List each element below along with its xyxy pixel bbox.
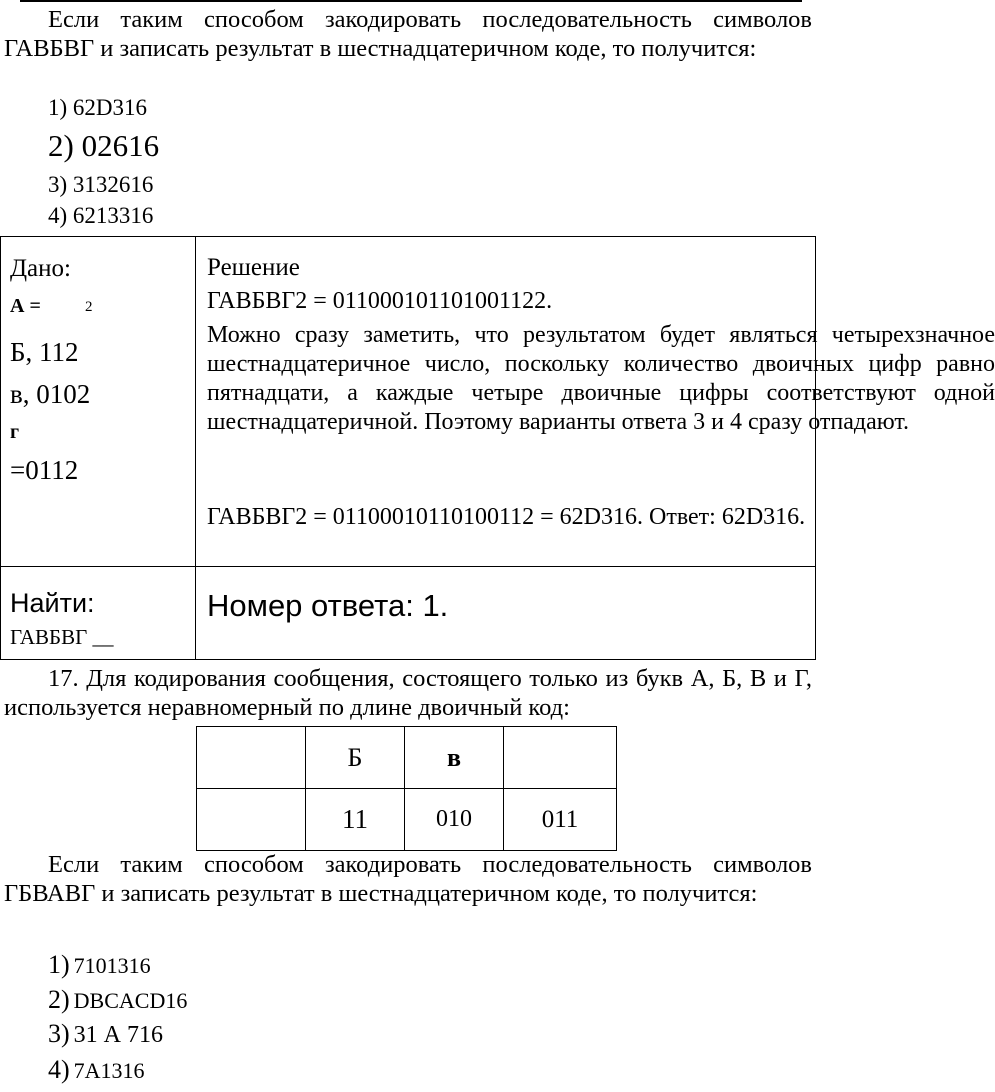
given-b: Б, 112 (10, 337, 79, 367)
given-g-code: =0112 (10, 455, 79, 485)
given-cell (1, 237, 196, 567)
problem17-option-1 (48, 950, 151, 980)
problem1-text (4, 5, 812, 63)
code-table-code-row (197, 789, 617, 851)
solution-line1: ГАВБВГ2 = 011000101101001122. (207, 288, 553, 314)
answer-text: Номер ответа: 1. (207, 588, 449, 623)
given-g: г (10, 421, 20, 443)
option-3-value: 31 А 716 (73, 1022, 164, 1048)
code-header-g (504, 727, 617, 789)
problem17-option-4 (48, 1055, 145, 1085)
problem17-option-2 (48, 985, 187, 1015)
problem17-text2 (4, 850, 812, 908)
problem1-option-4: 4) 6213316 (48, 203, 154, 228)
find-row (1, 567, 816, 660)
code-header-v: в (405, 727, 504, 789)
option-4-num: 4) (48, 1055, 70, 1084)
given-a-sub: 2 (85, 299, 93, 315)
problem17-text (4, 664, 812, 722)
code-header-a (197, 727, 306, 789)
given-label: Дано: (10, 255, 71, 282)
answer-cell (196, 567, 816, 660)
code-v: 010 (405, 789, 504, 851)
code-table-header-row (197, 727, 617, 789)
solution-table (0, 236, 995, 660)
option-4-value: 7A1316 (73, 1058, 145, 1083)
option-1-value: 7101316 (73, 953, 151, 978)
find-cell (1, 567, 196, 660)
solution-cell (196, 237, 995, 567)
problem17-option-3 (48, 1019, 163, 1049)
given-v: в, 0102 (10, 379, 91, 409)
problem1-option-2: 2) 02616 (48, 128, 160, 163)
code-g: 011 (504, 789, 617, 851)
option-2-num: 2) (48, 985, 70, 1014)
given-a: А = (10, 295, 41, 317)
option-1-num: 1) (48, 950, 70, 979)
code-a (197, 789, 306, 851)
option-2-value: DBCACD16 (73, 988, 188, 1013)
problem1-option-3: 3) 3132616 (48, 172, 154, 197)
find-label: Найти: (10, 588, 95, 618)
solution-final: ГАВБВГ2 = 01100010110100112 = 62D316. Ответ: 62D316. (207, 504, 806, 530)
code-b: 11 (306, 789, 405, 851)
problem17-text-content: 17. Для кодирования сообщения, состоящего только из букв А, Б, В и Г, используется неравномерный по длине двоичный код: (4, 665, 812, 721)
solution-label: Решение (207, 254, 300, 281)
problem1-text-content: Если таким способом закодировать последовательность символов ГАВБВГ и записать результат в шестнадцатеричном коде, то получится: (4, 6, 812, 62)
code-table (196, 726, 617, 851)
option-3-num: 3) (48, 1019, 70, 1048)
code-header-b: Б (306, 727, 405, 789)
problem1-option-1: 1) 62D316 (48, 95, 148, 120)
find-value: ГАВБВГ __ (10, 625, 114, 649)
solution-paragraph: Можно сразу заметить, что результатом будет являться четырехзначное шестнадцатеричное число, поскольку количество двоичных цифр равно пятнадцати, а каждые четыре двоичные цифры соответствуют одной шестнадцатеричной. Поэтому варианты ответа 3 и 4 сразу отпадают. (207, 322, 995, 435)
solution-row (1, 237, 816, 567)
problem17-text2-content: Если таким способом закодировать последовательность символов ГБВАВГ и записать результат в шестнадцатеричном коде, то получится: (4, 851, 812, 907)
